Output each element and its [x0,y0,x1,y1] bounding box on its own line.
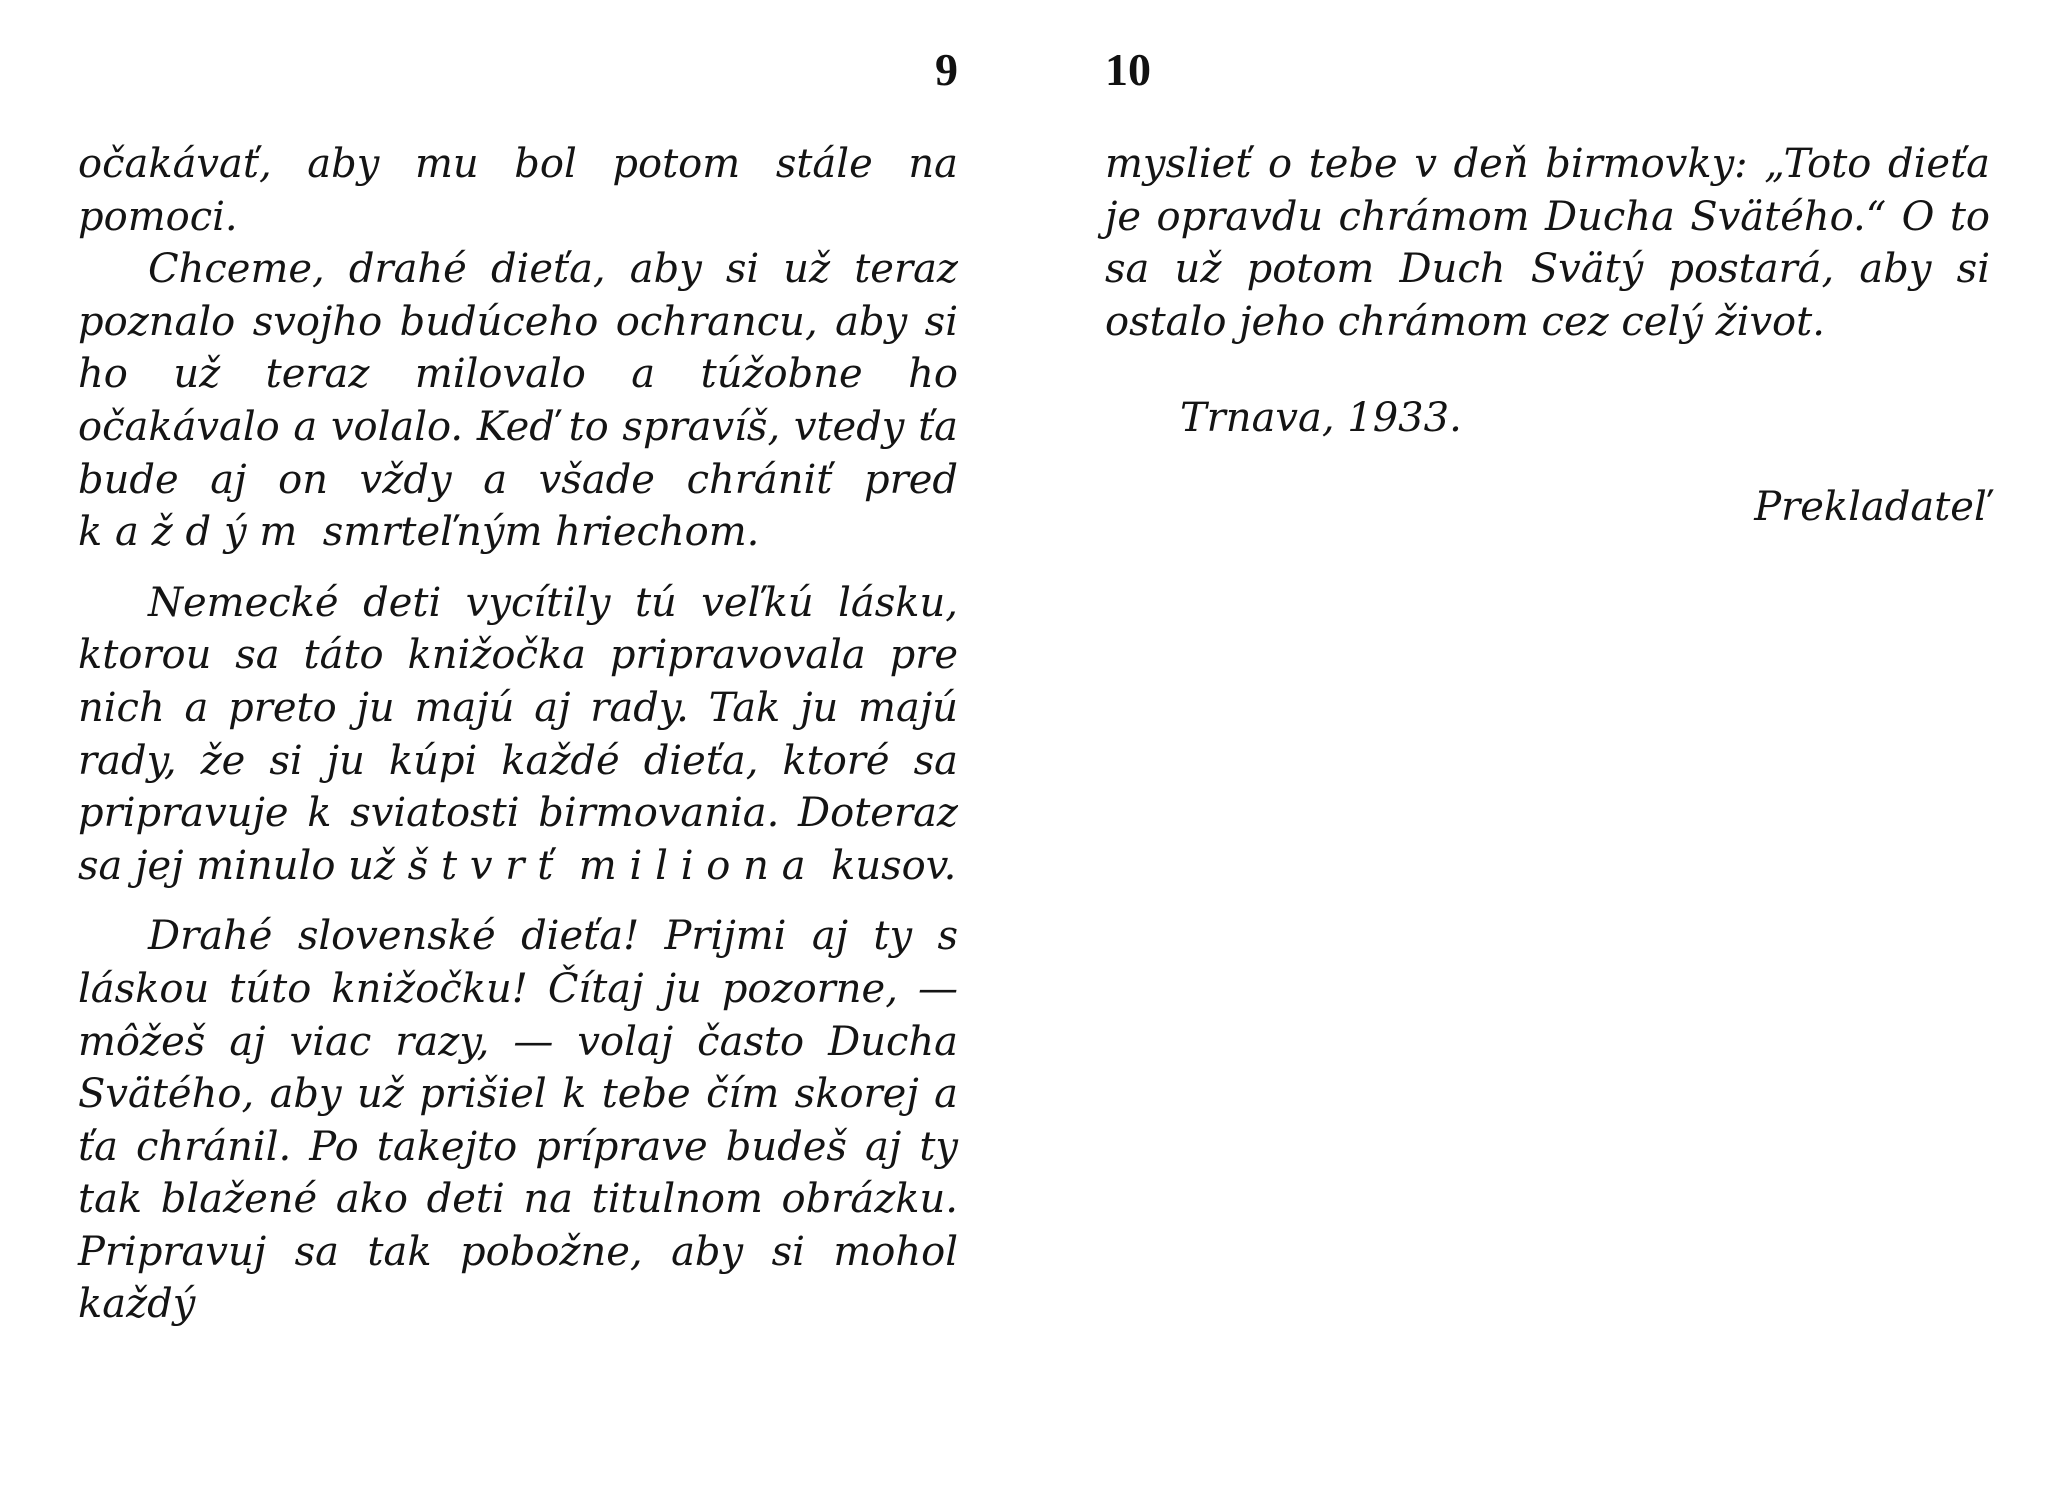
paragraph-slovak-child: Drahé slovenské dieťa! Prijmi aj ty s láskou túto knižočku! Čítaj ju pozorne, — môžeš aj viac razy, — volaj často Ducha Svätého, aby už prišiel k tebe čím skorej a ťa chránil. Po takejto príprave budeš aj ty tak blažené ako deti na titulnom obrázku. Pripravuj sa tak pobožne, aby si mohol každý [78,913,958,1328]
translator-signature: Prekladateľ [1754,483,1990,530]
place-and-date: Trnava, 1933. [1180,395,1462,442]
emphasized-word: každým [78,509,311,556]
page-number: 9 [935,44,958,95]
page-number: 10 [1105,44,1151,95]
paragraph-german-children: Nemecké deti vycítily tú veľkú lásku, ktorou sa táto knižočka pripravovala pre nich a preto ju majú aj rady. Tak ju majú rady, že si ju kúpi každé dieťa, ktoré sa pripravuje k sviatosti birmovania. Doteraz sa jej minulo už štvrť miliona kusov. [78,579,958,889]
emphasized-word: miliona [578,842,819,889]
paragraph-continuation: očakávať, aby mu bol potom stále na pomoci. [78,141,958,240]
left-page-text [78,138,958,1331]
paragraph-protector: Chceme, drahé dieťa, aby si už teraz poznalo svojho budúceho ochrancu, aby si ho už teraz milovalo a túžobne ho očakávalo a volalo. Keď to spravíš, vtedy ťa bude aj on vždy a všade chrániť pred každým smrteľným hriechom. [78,246,958,556]
paragraph-continuation: myslieť o tebe v deň birmovky: „Toto dieťa je opravdu chrámom Ducha Svätého.“ O to sa už potom Duch Svätý postará, aby si ostalo jeho chrámom cez celý život. [1105,141,1990,345]
emphasized-word: štvrť [407,842,567,889]
right-page-text [1105,138,1990,534]
